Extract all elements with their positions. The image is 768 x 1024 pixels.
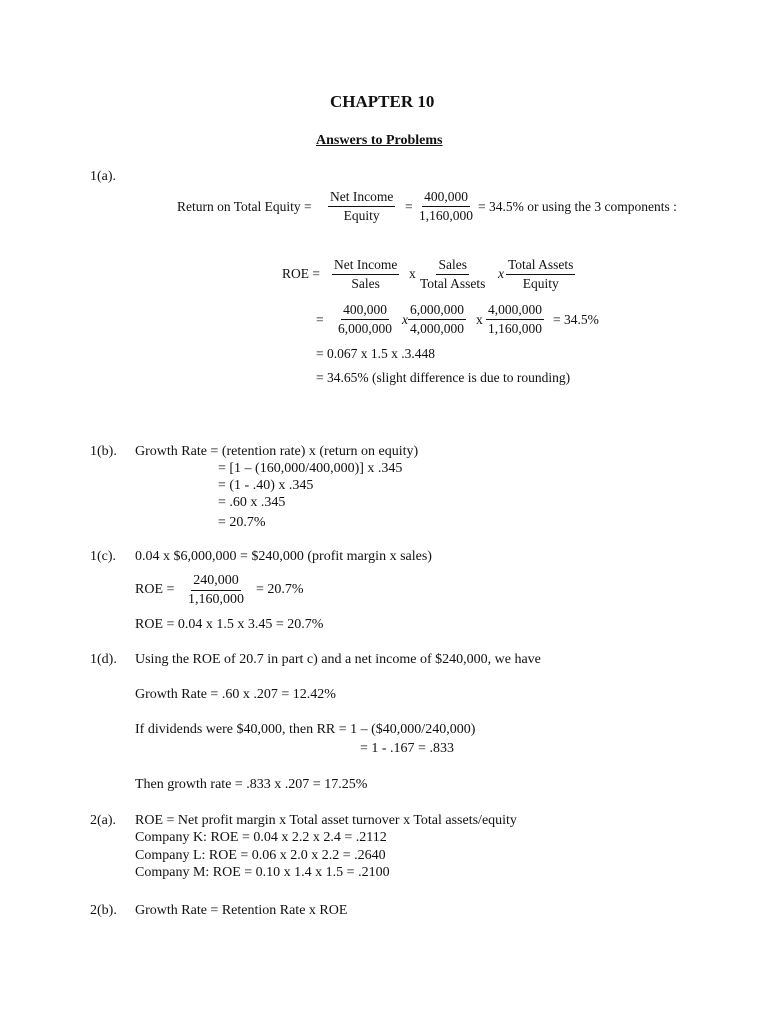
growth-rate-line: = .60 x .345 <box>218 495 286 510</box>
roe-components-line: ROE = 0.04 x 1.5 x 3.45 = 20.7% <box>135 617 324 632</box>
multiply-sign: x <box>402 312 408 327</box>
dividends-line: If dividends were $40,000, then RR = 1 – ($40,000/240,000) <box>135 722 476 737</box>
equals-sign: = <box>405 199 413 214</box>
fraction-denominator: Sales <box>351 276 380 291</box>
growth-rate-result-line: Then growth rate = .833 x .207 = 17.25% <box>135 777 368 792</box>
company-k-line: Company K: ROE = 0.04 x 2.2 x 2.4 = .2112 <box>135 830 387 845</box>
fraction-denominator: 1,160,000 <box>419 208 473 223</box>
roe-formula-line: ROE = Net profit margin x Total asset turnover x Total assets/equity <box>135 813 517 828</box>
fraction-numerator: Net Income <box>332 256 399 275</box>
roe-lead-text: Return on Total Equity = <box>177 199 312 214</box>
fraction-totalassets-equity <box>506 256 575 293</box>
company-l-line: Company L: ROE = 0.06 x 2.0 x 2.2 = .2640 <box>135 848 386 863</box>
problem-label-1b: 1(b). <box>90 444 117 459</box>
growth-rate-line: = [1 – (160,000/400,000)] x .345 <box>218 461 403 476</box>
growth-rate-line: Growth Rate = (retention rate) x (return on equity) <box>135 444 419 459</box>
roe-decimal-line: = 0.067 x 1.5 x .3.448 <box>316 346 435 361</box>
fraction-denominator: 1,160,000 <box>488 321 542 336</box>
problem-label-2b: 2(b). <box>90 903 117 918</box>
fraction-sales-totalassets <box>418 256 487 293</box>
roe-result-text: = 34.5% or using the 3 components : <box>478 199 677 214</box>
fraction-numerator: Sales <box>436 256 469 275</box>
roe-rounding-line: = 34.65% (slight difference is due to rounding) <box>316 370 571 385</box>
company-m-line: Company M: ROE = 0.10 x 1.4 x 1.5 = .2100 <box>135 865 390 880</box>
growth-rate-line: = (1 - .40) x .345 <box>218 478 314 493</box>
fraction-numerator: 400,000 <box>422 188 470 207</box>
profit-margin-line: 0.04 x $6,000,000 = $240,000 (profit margin x sales) <box>135 549 432 564</box>
problem-label-1c: 1(c). <box>90 549 117 564</box>
fraction-numerator: Net Income <box>328 188 395 207</box>
fraction-netincome-equity <box>328 188 395 225</box>
retention-rate-line: = 1 - .167 = .833 <box>360 741 454 756</box>
fraction-numerator: 400,000 <box>341 301 389 320</box>
fraction-denominator: Equity <box>522 276 559 291</box>
fraction-6000000-4000000 <box>408 301 466 338</box>
fraction-denominator: 4,000,000 <box>410 321 464 336</box>
fraction-400000-6000000 <box>336 301 394 338</box>
growth-rate-formula-line: Growth Rate = Retention Rate x ROE <box>135 903 348 918</box>
fraction-denominator: 1,160,000 <box>188 592 244 607</box>
equals-sign: = <box>316 312 324 327</box>
fraction-numerator: 6,000,000 <box>408 301 466 320</box>
fraction-netincome-sales <box>332 256 399 293</box>
fraction-numerator: 4,000,000 <box>486 301 544 320</box>
roe-label: ROE = <box>282 266 320 281</box>
fraction-240000-1160000 <box>186 572 246 609</box>
fraction-denominator: Total Assets <box>420 276 486 291</box>
multiply-sign: x <box>498 266 504 281</box>
multiply-sign: x <box>409 266 416 281</box>
roe-result: = 20.7% <box>256 582 304 597</box>
problem-label-1a: 1(a). <box>90 169 117 184</box>
fraction-denominator: Equity <box>343 208 380 223</box>
fraction-numerator: Total Assets <box>506 256 575 275</box>
growth-rate-line: = 20.7% <box>218 515 266 530</box>
roe-components-result: = 34.5% <box>553 312 599 327</box>
page-title: CHAPTER 10 <box>330 92 435 111</box>
problem-label-1d: 1(d). <box>90 652 117 667</box>
roe-label: ROE = <box>135 582 175 597</box>
page-subtitle: Answers to Problems <box>316 133 443 148</box>
roe-intro-line: Using the ROE of 20.7 in part c) and a net income of $240,000, we have <box>135 652 541 667</box>
fraction-4000000-1160000 <box>486 301 544 338</box>
fraction-400000-1160000 <box>417 188 475 225</box>
problem-label-2a: 2(a). <box>90 813 117 828</box>
growth-rate-line: Growth Rate = .60 x .207 = 12.42% <box>135 687 336 702</box>
multiply-sign: x <box>476 312 483 327</box>
fraction-numerator: 240,000 <box>191 572 241 591</box>
fraction-denominator: 6,000,000 <box>338 321 392 336</box>
